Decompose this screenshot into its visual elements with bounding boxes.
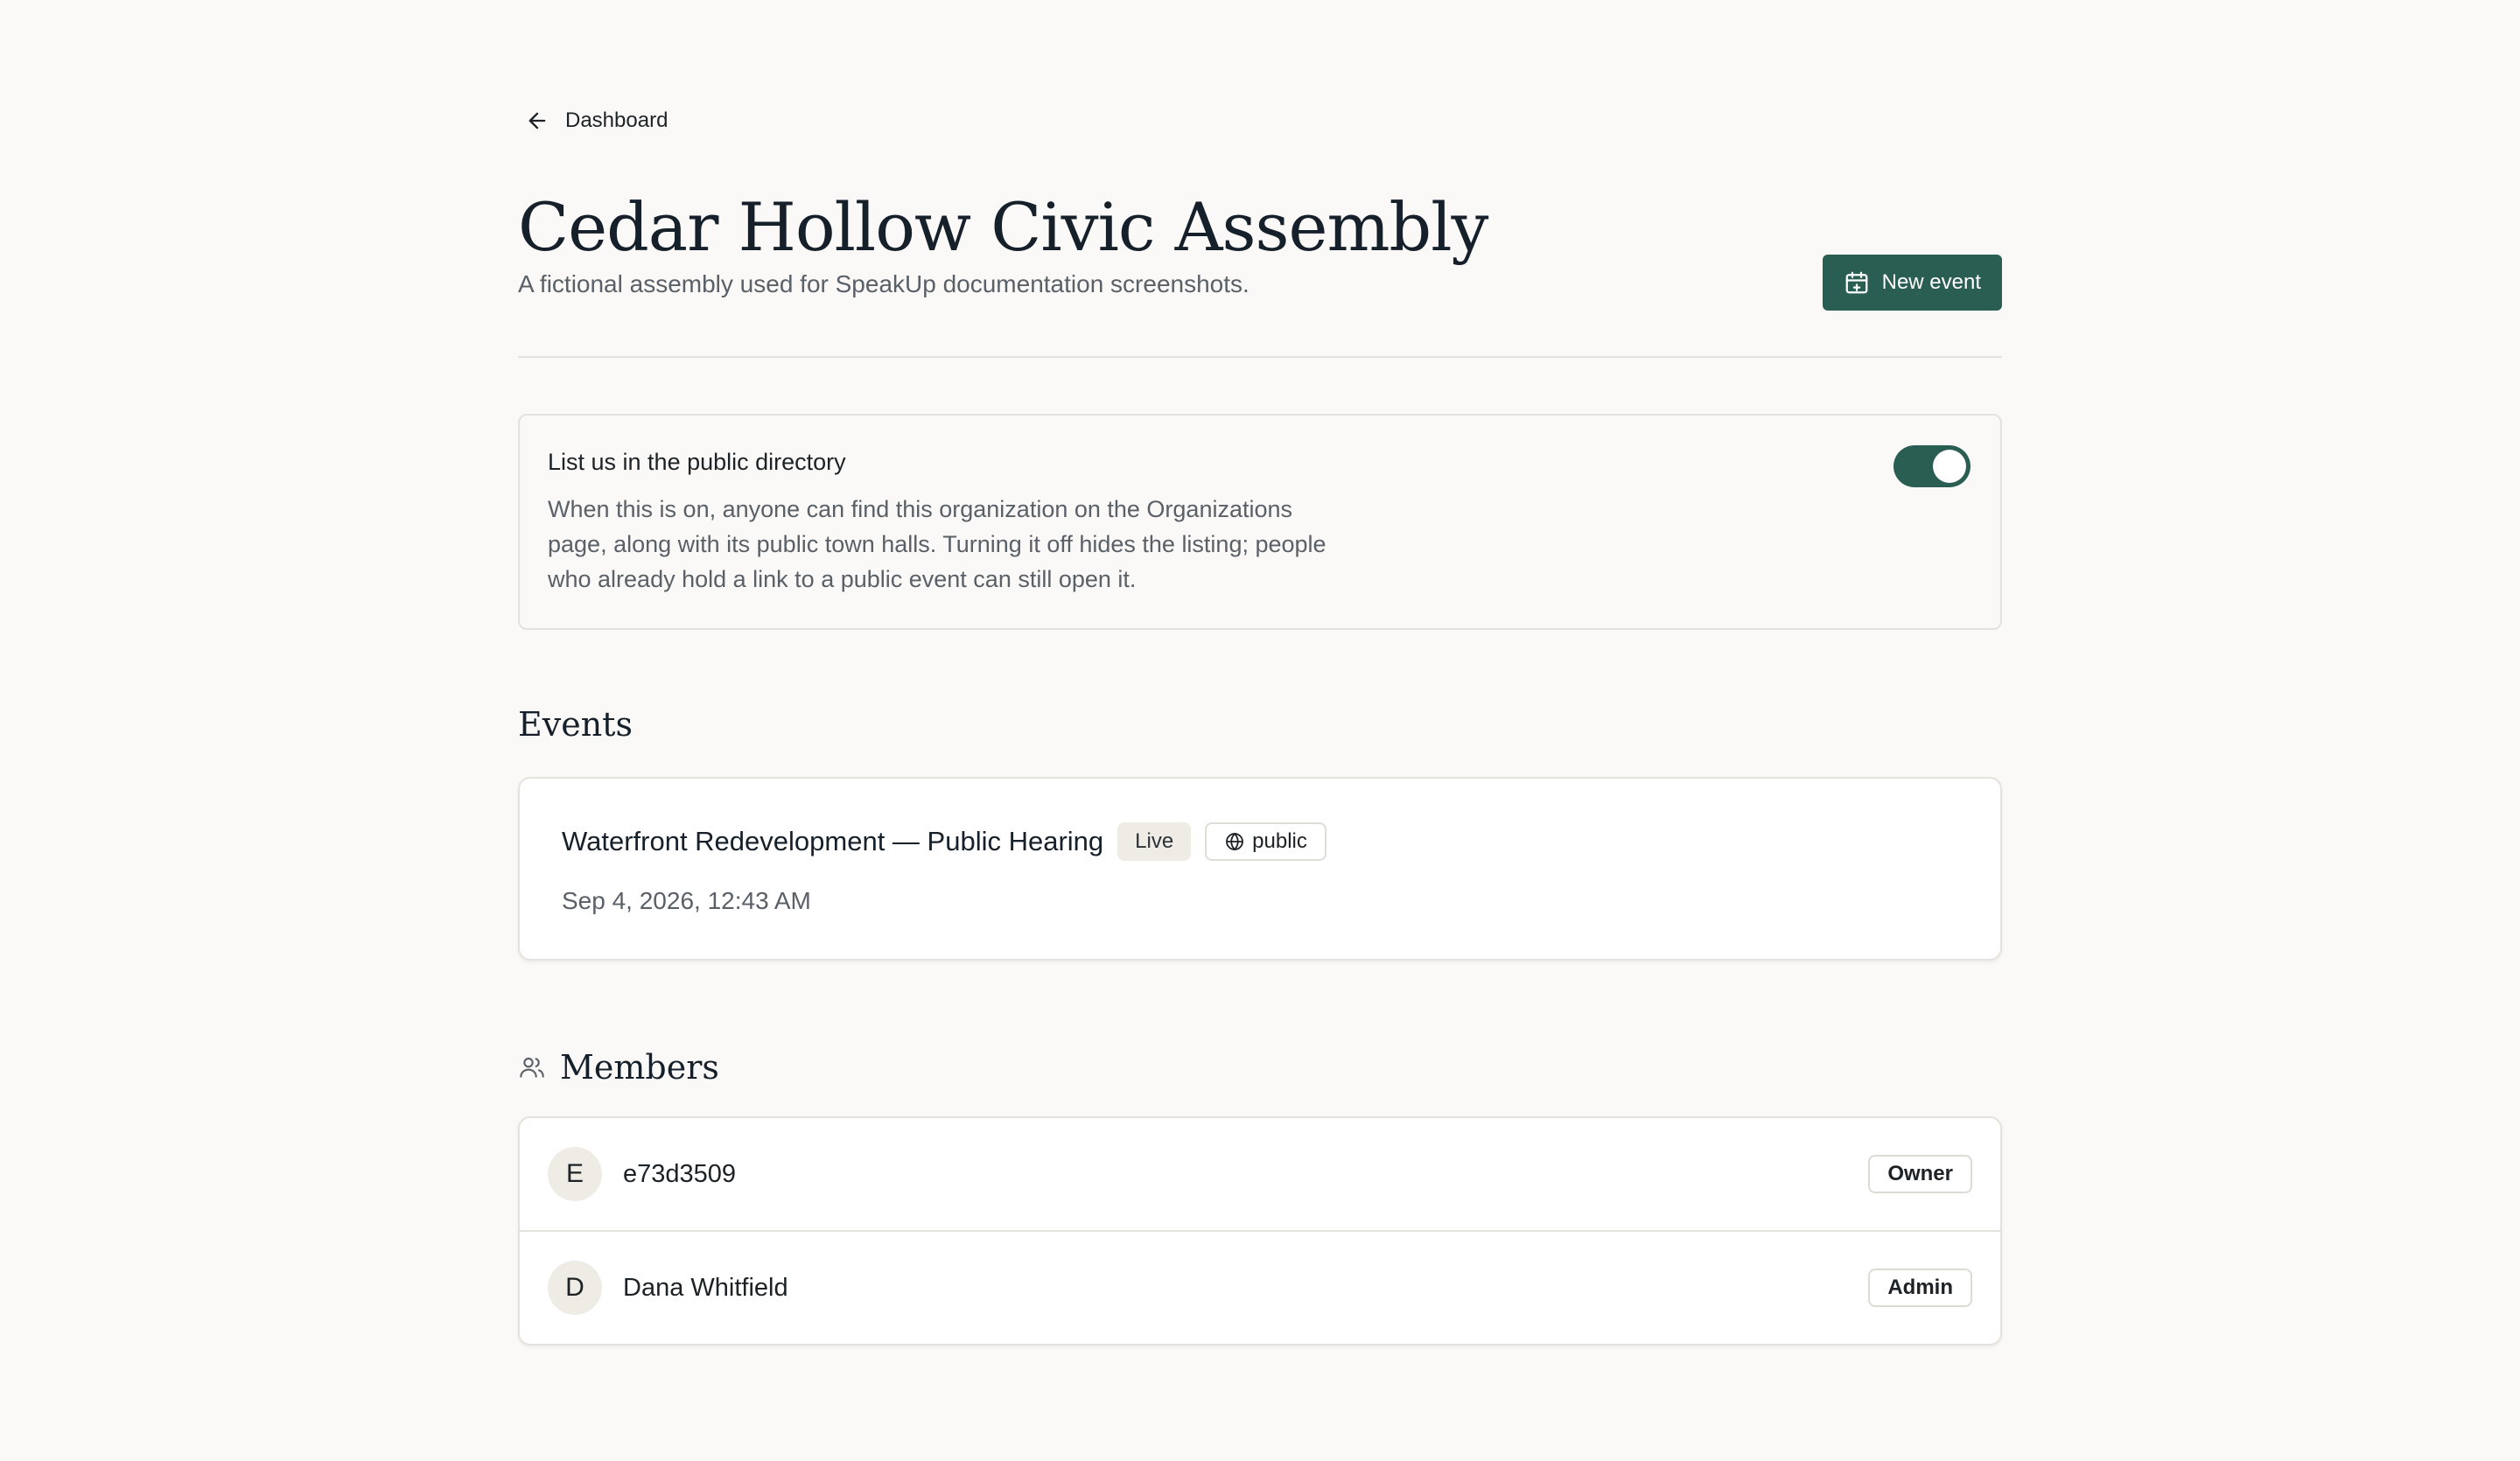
member-row: [520, 1118, 2000, 1230]
page-subtitle: A fictional assembly used for SpeakUp documentation screenshots.: [518, 270, 1250, 297]
event-visibility-badge: [1205, 822, 1326, 861]
event-visibility-label: public: [1252, 829, 1307, 853]
toggle-knob: [1933, 450, 1966, 483]
member-name: e73d3509: [623, 1159, 737, 1188]
event-header: [562, 822, 1958, 861]
public-directory-title: List us in the public directory: [548, 449, 846, 475]
header-divider: [518, 356, 2002, 358]
page-header: [518, 190, 2002, 347]
new-event-button[interactable]: [1823, 255, 2002, 311]
public-directory-card: [518, 414, 2002, 630]
event-card[interactable]: [518, 777, 2002, 961]
globe-icon: [1224, 831, 1245, 852]
back-to-dashboard-link[interactable]: [525, 108, 668, 133]
page-title: Cedar Hollow Civic Assembly: [518, 188, 1488, 266]
calendar-plus-icon: [1844, 269, 1870, 296]
new-event-button-label: New event: [1881, 270, 1981, 294]
users-icon: [518, 1053, 546, 1081]
member-role-badge: Admin: [1868, 1269, 1972, 1307]
avatar: D: [548, 1261, 602, 1315]
events-section-title: Events: [518, 705, 633, 744]
members-section-title: Members: [560, 1048, 719, 1087]
event-date: Sep 4, 2026, 12:43 AM: [562, 887, 811, 914]
member-role-badge: Owner: [1868, 1155, 1972, 1193]
arrow-left-icon: [525, 108, 550, 133]
members-section-header: [518, 1048, 2002, 1087]
public-directory-description: When this is on, anyone can find this organization on the Organizations page, along with its public town halls. Turning it off hides the listing; people who already hold a link to a public event can still open it.: [548, 496, 1326, 592]
page: [518, 0, 2002, 1346]
event-status-badge: Live: [1117, 822, 1191, 861]
avatar: E: [548, 1147, 602, 1201]
member-name: Dana Whitfield: [623, 1273, 788, 1302]
back-link-label: Dashboard: [565, 108, 668, 132]
public-directory-toggle[interactable]: [1894, 445, 1970, 487]
event-name[interactable]: Waterfront Redevelopment — Public Hearing: [562, 826, 1104, 856]
member-row: [520, 1230, 2000, 1344]
members-list: [518, 1116, 2002, 1346]
